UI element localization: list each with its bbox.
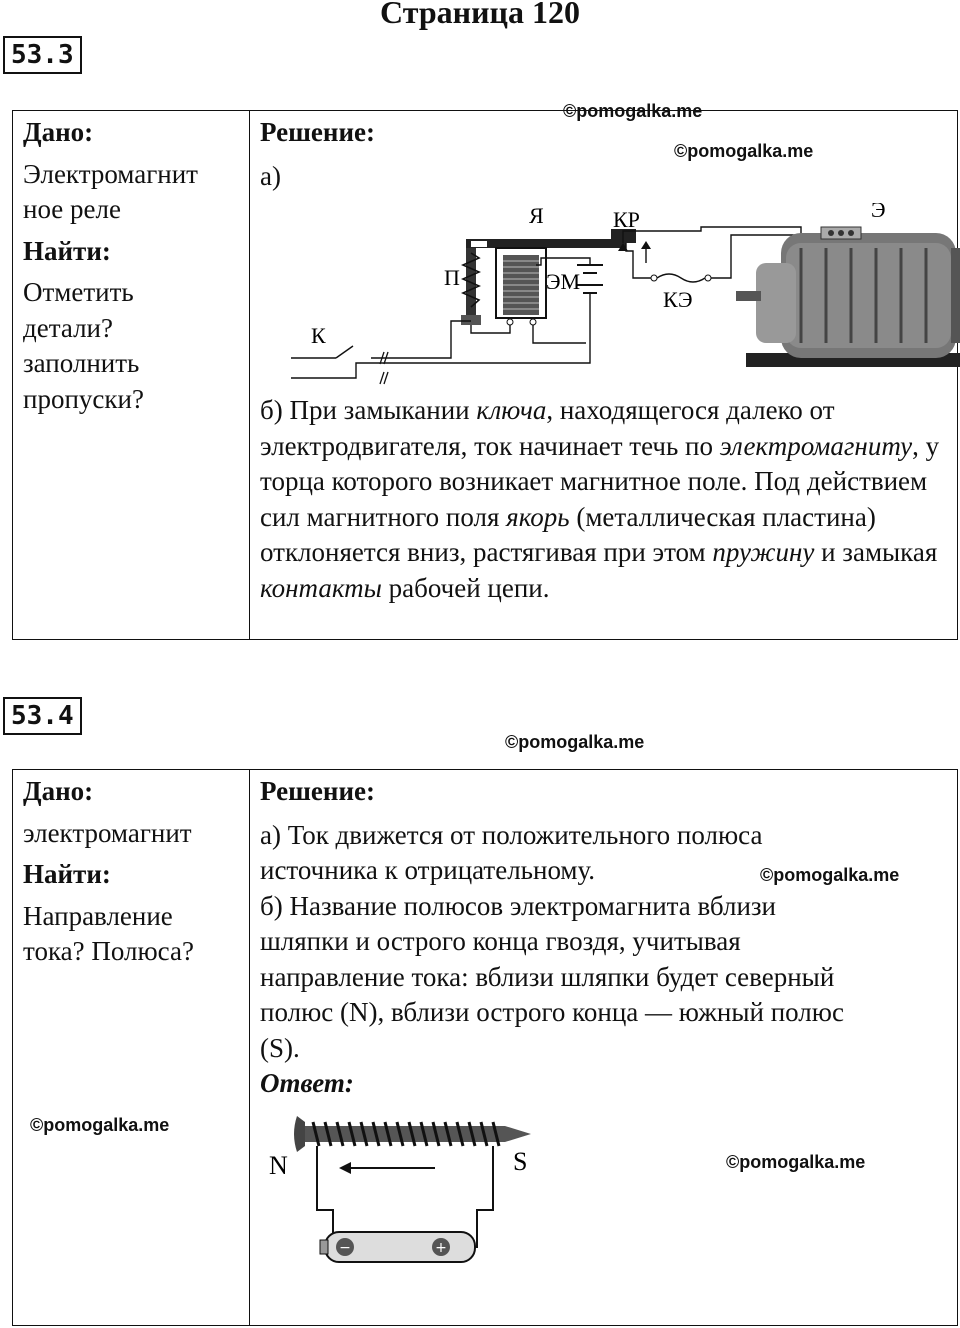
find-value-line: детали? bbox=[23, 312, 113, 343]
battery-minus: − bbox=[339, 1240, 351, 1256]
text-run: , находящегося далеко от электродвигателя, ток начинает течь по bbox=[260, 395, 835, 461]
part-b-line: (S). bbox=[260, 1032, 300, 1063]
task-53-4-table bbox=[12, 769, 958, 1326]
term-key: ключа bbox=[476, 395, 547, 425]
term-electromagnet: электромагниту bbox=[719, 430, 913, 461]
electric-motor bbox=[736, 227, 960, 367]
term-armature: якорь bbox=[506, 501, 570, 532]
part-b-line: полюс (N), вблизи острого конца — южный полюс bbox=[260, 997, 844, 1027]
answer-label: Ответ: bbox=[260, 1068, 354, 1098]
task-53-3-table bbox=[12, 110, 958, 640]
part-b-line: б) Название полюсов электромагнита вблизи bbox=[260, 890, 777, 921]
part-a-line: а) Ток движется от положительного полюса bbox=[260, 819, 763, 850]
task-number-53-3: 53.3 bbox=[3, 36, 82, 74]
page-title: Страница 120 bbox=[380, 0, 580, 30]
label-key: К bbox=[311, 323, 326, 348]
text-run: , у торца которого возникает магнитное поле. Под действием сил магнитного поля bbox=[260, 430, 940, 532]
part-b-line: шляпки и острого конца гвоздя, учитывая bbox=[260, 926, 741, 956]
pole-n-label: N bbox=[269, 1151, 288, 1180]
find-value-line: пропуски? bbox=[23, 383, 144, 414]
given-label: Дано: bbox=[23, 117, 94, 147]
find-label: Найти: bbox=[23, 235, 111, 266]
relay-diagram bbox=[281, 203, 960, 393]
watermark: ©pomogalka.me bbox=[760, 865, 900, 885]
watermark: ©pomogalka.me bbox=[505, 732, 645, 752]
find-value-line: заполнить bbox=[23, 348, 140, 378]
term-contacts: контакты bbox=[260, 572, 382, 603]
solution-label: Решение: bbox=[260, 776, 375, 806]
nail-electromagnet-diagram bbox=[265, 1098, 545, 1298]
battery-plus: + bbox=[435, 1240, 447, 1256]
part-a-line: источника к отрицательному. bbox=[260, 855, 596, 885]
watermark: ©pomogalka.me bbox=[563, 101, 703, 121]
watermark: ©pomogalka.me bbox=[674, 141, 814, 161]
given-column bbox=[13, 770, 250, 1325]
pole-s-label: S bbox=[513, 1147, 528, 1176]
text-run: (металлическая пластина) отклоняется вниз, растягивая при этом bbox=[260, 501, 876, 567]
given-value-line: Электромагнит bbox=[23, 158, 198, 189]
find-value-line: Отметить bbox=[23, 277, 134, 307]
part-a-label: а) bbox=[260, 160, 281, 191]
nail bbox=[294, 1116, 531, 1152]
part-b-line: направление тока: вблизи шляпки будет северный bbox=[260, 961, 835, 992]
armature bbox=[466, 239, 626, 248]
part-b-paragraph bbox=[260, 393, 950, 606]
watermark: ©pomogalka.me bbox=[30, 1115, 170, 1135]
battery bbox=[320, 1232, 475, 1262]
given-value-line: ное реле bbox=[23, 194, 121, 224]
term-spring: пружину bbox=[712, 537, 815, 567]
given-column bbox=[13, 111, 250, 639]
label-fuse: КЭ bbox=[663, 287, 693, 312]
label-electromagnet: ЭМ bbox=[546, 269, 581, 294]
find-value-line: тока? Полюса? bbox=[23, 936, 194, 966]
text-run: б) При замыкании bbox=[260, 395, 477, 425]
task-number-53-4: 53.4 bbox=[3, 697, 82, 735]
label-motor: Э bbox=[871, 203, 886, 222]
solution-label: Решение: bbox=[260, 117, 375, 147]
label-armature: Я bbox=[529, 203, 544, 228]
watermark: ©pomogalka.me bbox=[726, 1152, 866, 1172]
label-spring: П bbox=[444, 265, 460, 290]
find-value-line: Направление bbox=[23, 900, 173, 931]
given-value: электромагнит bbox=[23, 817, 192, 848]
text-run: и замыкая bbox=[814, 537, 938, 567]
find-label: Найти: bbox=[23, 859, 111, 889]
label-contact: КР bbox=[613, 207, 640, 232]
solution-column bbox=[251, 770, 957, 1325]
given-label: Дано: bbox=[23, 776, 94, 806]
text-run: рабочей цепи. bbox=[381, 572, 550, 603]
solution-column bbox=[251, 111, 957, 639]
